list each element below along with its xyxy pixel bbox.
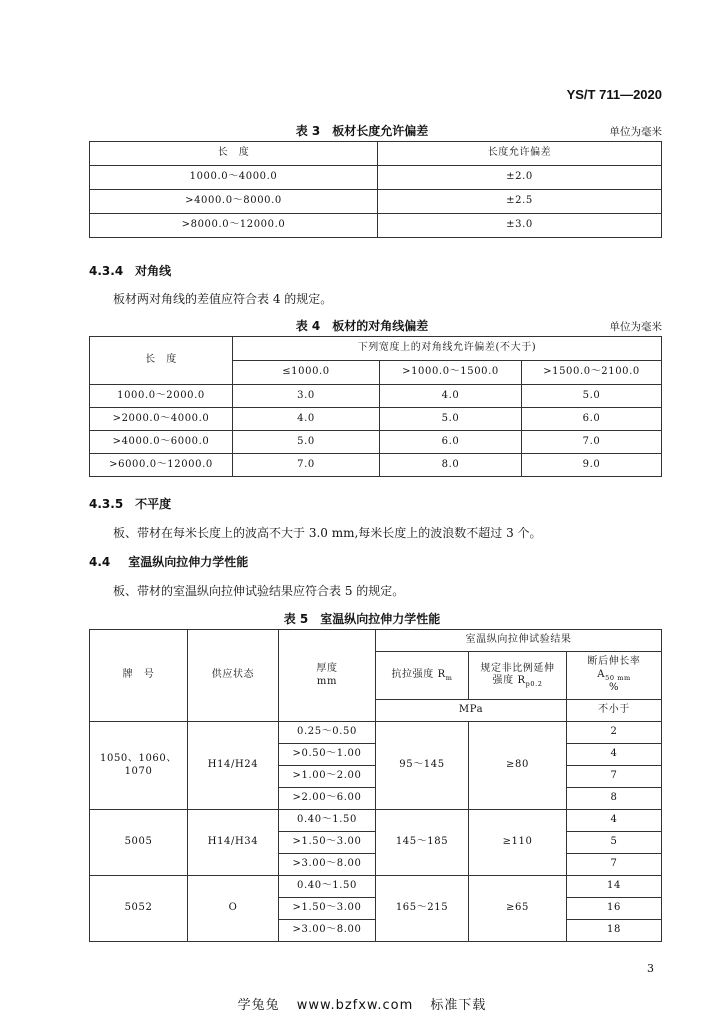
tensile-subscript: m xyxy=(445,673,453,682)
table5-elongation: 7 xyxy=(567,854,662,876)
table4-cell: 4.0 xyxy=(380,385,522,408)
table5-grade: 5052 xyxy=(90,876,188,942)
table5-thickness: >3.00～8.00 xyxy=(279,920,376,942)
table5-yield: ≥110 xyxy=(469,810,567,876)
section-4-3-5-heading xyxy=(89,495,171,512)
section-4-4-text: 板、带材的室温纵向拉伸试验结果应符合表 5 的规定。 xyxy=(113,584,405,598)
table4-width-header: >1000.0～1500.0 xyxy=(380,361,522,385)
table5-thickness: >0.50～1.00 xyxy=(279,744,376,766)
section-4-4-heading xyxy=(89,553,248,570)
table3-caption: 表 3 板材长度允许偏差 xyxy=(295,124,429,138)
section-title: 对角线 xyxy=(135,264,172,278)
table5-yield: ≥65 xyxy=(469,876,567,942)
table5 xyxy=(89,629,662,942)
table3-unit: 单位为毫米 xyxy=(609,126,662,138)
table5-header-grade: 牌 号 xyxy=(90,630,188,722)
section-number: 4.3.4 xyxy=(89,264,124,278)
table5-header-thickness xyxy=(279,630,376,722)
table5-header-mpa: MPa xyxy=(376,700,567,722)
yield-label-line2: 强度 $R_{p0.2}$ xyxy=(492,675,543,689)
table5-tensile: 145～185 xyxy=(376,810,469,876)
footer-url[interactable]: www.bzfxw.com xyxy=(296,998,414,1013)
section-number: 4.3.5 xyxy=(89,497,124,511)
table5-temper: H14/H24 xyxy=(188,722,279,810)
table5-thickness: 0.25～0.50 xyxy=(279,722,376,744)
table4-width-header: ≤1000.0 xyxy=(233,361,380,385)
table5-elongation: 8 xyxy=(567,788,662,810)
table5-elongation: 4 xyxy=(567,810,662,832)
footer-watermark xyxy=(0,994,724,1013)
table5-thickness: 0.40～1.50 xyxy=(279,876,376,898)
table4-width-header: >1500.0～2100.0 xyxy=(522,361,662,385)
table5-yield: ≥80 xyxy=(469,722,567,810)
elongation-unit: % xyxy=(608,682,620,694)
table5-header-min: 不小于 xyxy=(567,700,662,722)
table5-elongation: 2 xyxy=(567,722,662,744)
table4-cell: 8.0 xyxy=(380,454,522,477)
table4-cell: >6000.0～12000.0 xyxy=(90,454,233,477)
table4-cell: 6.0 xyxy=(522,408,662,431)
table5-header-elongation xyxy=(567,652,662,700)
table4-cell: 3.0 xyxy=(233,385,380,408)
table5-header-results: 室温纵向拉伸试验结果 xyxy=(376,630,662,652)
table4-cell: 7.0 xyxy=(233,454,380,477)
table4-cell: 9.0 xyxy=(522,454,662,477)
section-title: 不平度 xyxy=(135,497,172,511)
table5-tensile: 165～215 xyxy=(376,876,469,942)
table5-elongation: 18 xyxy=(567,920,662,942)
section-title: 室温纵向拉伸力学性能 xyxy=(128,555,249,569)
elongation-symbol: $A_{50 mm}$ xyxy=(597,668,631,682)
table3-cell: ±3.0 xyxy=(378,214,662,238)
table5-caption: 表 5 室温纵向拉伸力学性能 xyxy=(283,612,441,626)
table3-cell: ±2.0 xyxy=(378,166,662,190)
table4-header-group: 下列宽度上的对角线允许偏差(不大于) xyxy=(233,337,662,361)
thickness-label: 厚度 xyxy=(316,663,338,674)
table5-grade: 5005 xyxy=(90,810,188,876)
table5-header-yield xyxy=(469,652,567,700)
table3-cell: 1000.0～4000.0 xyxy=(90,166,378,190)
table5-elongation: 5 xyxy=(567,832,662,854)
table5-thickness: >2.00～6.00 xyxy=(279,788,376,810)
table3-cell: >8000.0～12000.0 xyxy=(90,214,378,238)
table5-thickness: >1.00～2.00 xyxy=(279,766,376,788)
table4-cell: 5.0 xyxy=(522,385,662,408)
section-4-3-4-text: 板材两对角线的差值应符合表 4 的规定。 xyxy=(113,292,333,306)
yield-label-line1: 规定非比例延伸 xyxy=(480,662,555,674)
section-4-3-5-text: 板、带材在每米长度上的波高不大于 3.0 mm,每米长度上的波浪数不超过 3 个。 xyxy=(113,526,542,540)
table4-cell: >2000.0～4000.0 xyxy=(90,408,233,431)
table4-cell: 6.0 xyxy=(380,431,522,454)
footer-slogan: 标准下载 xyxy=(430,998,487,1013)
table5-temper: H14/H34 xyxy=(188,810,279,876)
table4-caption: 表 4 板材的对角线偏差 xyxy=(295,319,429,333)
table3-cell: >4000.0～8000.0 xyxy=(90,190,378,214)
table4-cell: 4.0 xyxy=(233,408,380,431)
table3-cell: ±2.5 xyxy=(378,190,662,214)
table5-header-temper: 供应状态 xyxy=(188,630,279,722)
table5-elongation: 14 xyxy=(567,876,662,898)
table5-tensile: 95～145 xyxy=(376,722,469,810)
table5-header-tensile xyxy=(376,652,469,700)
thickness-unit: mm xyxy=(316,675,338,687)
table5-grade: 1050、1060、1070 xyxy=(90,722,188,810)
table5-thickness: >3.00～8.00 xyxy=(279,854,376,876)
footer-site-name: 学兔兔 xyxy=(237,998,280,1013)
table5-thickness: 0.40～1.50 xyxy=(279,810,376,832)
table4-header-length: 长 度 xyxy=(90,337,233,385)
table4 xyxy=(89,336,662,477)
table5-thickness: >1.50～3.00 xyxy=(279,832,376,854)
table4-cell: 5.0 xyxy=(380,408,522,431)
table4-cell: 5.0 xyxy=(233,431,380,454)
standard-code: YS/T 711—2020 xyxy=(566,87,662,102)
elongation-label: 断后伸长率 xyxy=(587,656,641,668)
section-4-3-4-heading xyxy=(89,262,171,279)
table4-cell: 1000.0～2000.0 xyxy=(90,385,233,408)
table3 xyxy=(89,141,662,238)
page-number: 3 xyxy=(647,962,654,975)
table5-elongation: 16 xyxy=(567,898,662,920)
table5-thickness: >1.50～3.00 xyxy=(279,898,376,920)
section-number: 4.4 xyxy=(89,555,111,569)
table3-header-tolerance: 长度允许偏差 xyxy=(378,142,662,166)
table5-elongation: 4 xyxy=(567,744,662,766)
table4-cell: >4000.0～6000.0 xyxy=(90,431,233,454)
table5-elongation: 7 xyxy=(567,766,662,788)
tensile-label: 抗拉强度 R xyxy=(391,668,446,680)
table4-unit: 单位为毫米 xyxy=(609,321,662,333)
table5-temper: O xyxy=(188,876,279,942)
table3-header-length: 长 度 xyxy=(90,142,378,166)
table4-cell: 7.0 xyxy=(522,431,662,454)
